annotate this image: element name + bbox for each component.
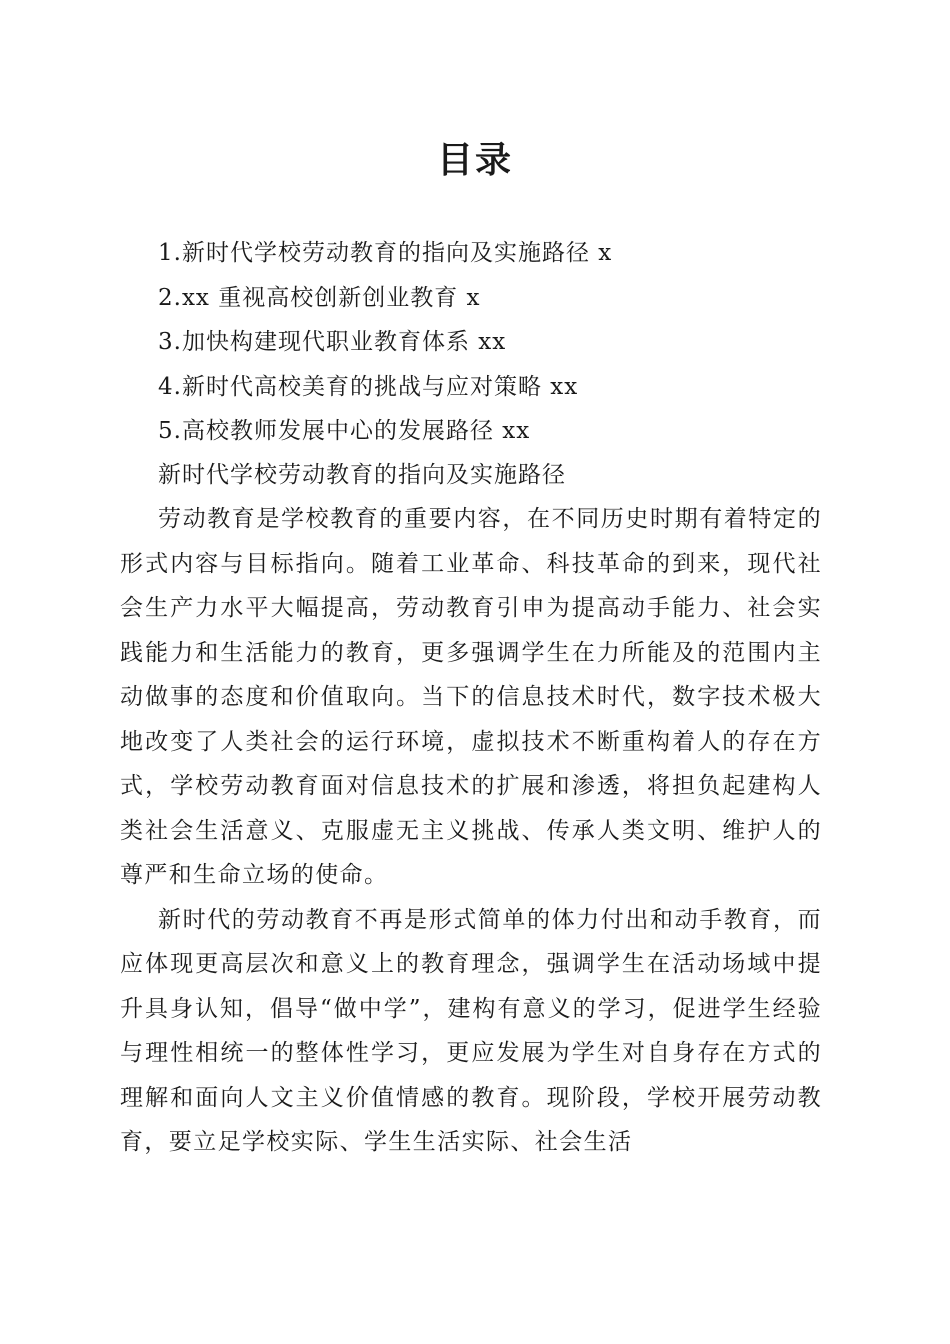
paragraph-2: 新时代的劳动教育不再是形式简单的体力付出和动手教育，而应体现更高层次和意义上的教育理念，强调学生在活动场域中提升具身认知，倡导“做中学”，建构有意义的学习，促进学生经验与理性相统一的整体性学习，更应发展为学生对自身存在方式的理解和面向人文主义价值情感的教育。现阶段，学校开展劳动教育，要立足学校实际、学生生活实际、社会生活 [120, 906, 822, 1155]
toc-item-5[interactable]: 5.高校教师发展中心的发展路径 xx [158, 418, 531, 444]
section-heading: 新时代学校劳动教育的指向及实施路径 [158, 462, 566, 488]
table-of-contents [158, 231, 858, 454]
toc-item-3[interactable]: 3.加快构建现代职业教育体系 xx [158, 329, 507, 355]
paragraph-1: 劳动教育是学校教育的重要内容，在不同历史时期有着特定的形式内容与目标指向。随着工业革命、科技革命的到来，现代社会生产力水平大幅提高，劳动教育引申为提高动手能力、社会实践能力和生活能力的教育，更多强调学生在力所能及的范围内主动做事的态度和价值取向。当下的信息技术时代，数字技术极大地改变了人类社会的运行环境，虚拟技术不断重构着人的存在方式，学校劳动教育面对信息技术的扩展和渗透，将担负起建构人类社会生活意义、克服虚无主义挑战、传承人类文明、维护人的尊严和生命立场的使命。 [120, 506, 822, 888]
page-title: 目录 [436, 139, 513, 181]
toc-item-2[interactable]: 2.xx 重视高校创新创业教育 x [158, 284, 481, 311]
toc-item-1[interactable]: 1.新时代学校劳动教育的指向及实施路径 x [158, 240, 613, 266]
toc-item-4[interactable]: 4.新时代高校美育的挑战与应对策略 xx [158, 373, 579, 400]
body-text [120, 497, 822, 1165]
